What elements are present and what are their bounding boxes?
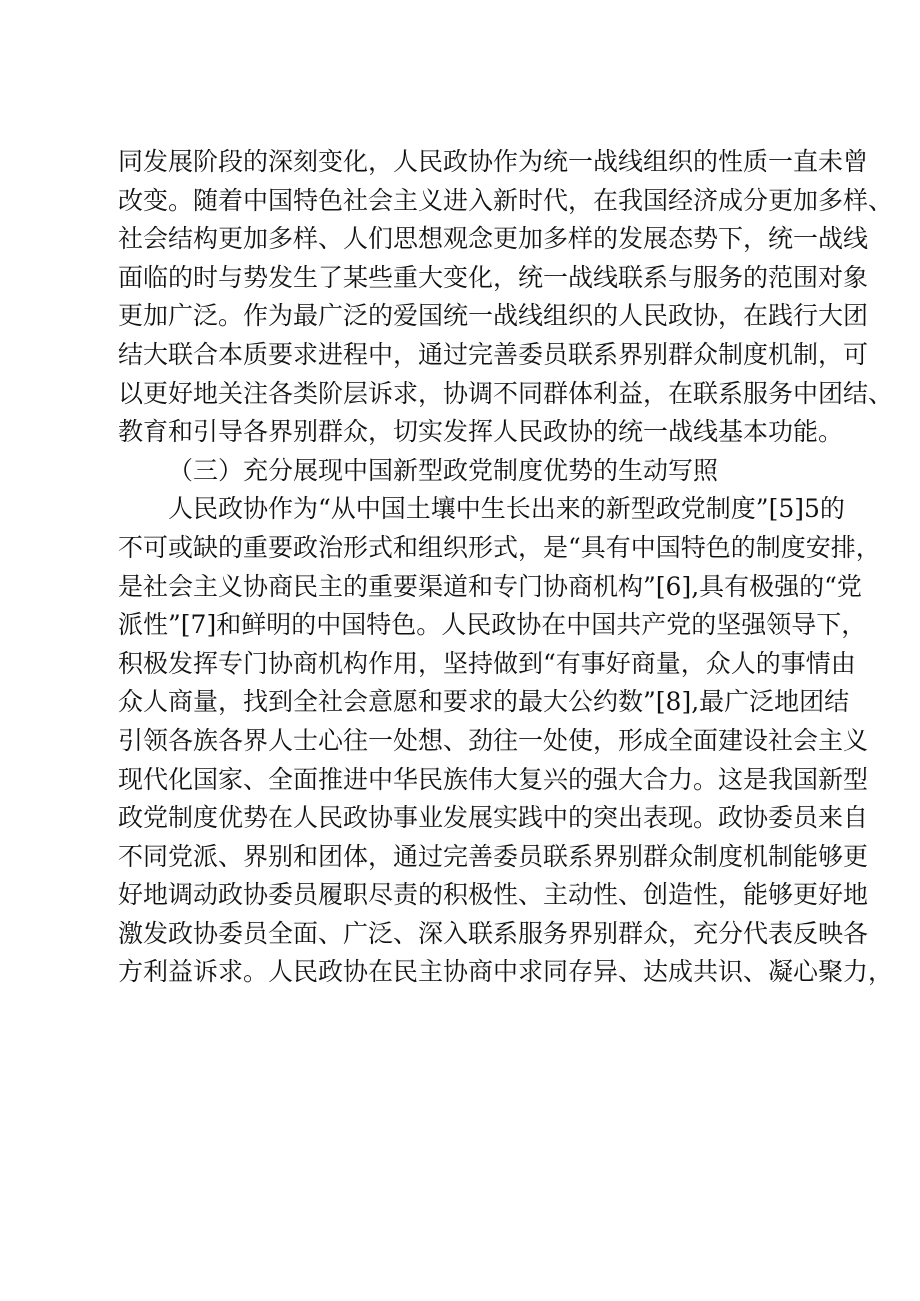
text-line: 以更好地关注各类阶层诉求，协调不同群体利益，在联系服务中团结、 xyxy=(118,378,894,408)
paragraph-2 xyxy=(118,490,894,992)
text-line: 人民政协作为“从中国土壤中生长出来的新型政党制度”[5]5的 xyxy=(168,494,845,524)
text-line: 更加广泛。作为最广泛的爱国统一战线组织的人民政协，在践行大团 xyxy=(118,301,869,331)
text-line: 是社会主义协商民主的重要渠道和专门协商机构”[6],具有极强的“党 xyxy=(118,571,862,601)
text-line: 教育和引导各界别群众，切实发挥人民政协的统一战线基本功能。 xyxy=(118,417,844,447)
text-line: 引领各族各界人士心往一处想、劲往一处使，形成全面建设社会主义 xyxy=(118,725,869,755)
text-line: 现代化国家、全面推进中华民族伟大复兴的强大合力。这是我国新型 xyxy=(118,764,869,794)
text-line: 积极发挥专门协商机构作用，坚持做到“有事好商量，众人的事情由 xyxy=(118,648,856,678)
text-line: 派性”[7]和鲜明的中国特色。人民政协在中国共产党的坚强领导下， xyxy=(118,610,867,640)
section-heading: （三）充分展现中国新型政党制度优势的生动写照 xyxy=(168,455,719,485)
text-line: 结大联合本质要求进程中，通过完善委员联系界别群众制度机制，可 xyxy=(118,339,869,369)
text-line: 政党制度优势在人民政协事业发展实践中的突出表现。政协委员来自 xyxy=(118,803,869,833)
text-line: 面临的时与势发生了某些重大变化，统一战线联系与服务的范围对象 xyxy=(118,262,869,292)
text-line: 众人商量，找到全社会意愿和要求的最大公约数”[8],最广泛地团结 xyxy=(118,687,850,717)
text-line: 不同党派、界别和团体，通过完善委员联系界别群众制度机制能够更 xyxy=(118,841,869,871)
text-line: 改变。随着中国特色社会主义进入新时代，在我国经济成分更加多样、 xyxy=(118,185,894,215)
text-line: 方利益诉求。人民政协在民主协商中求同存异、达成共识、凝心聚力， xyxy=(118,957,894,987)
paragraph-1 xyxy=(118,143,894,452)
text-line: 同发展阶段的深刻变化，人民政协作为统一战线组织的性质一直未曾 xyxy=(118,147,869,176)
body-text xyxy=(118,143,894,992)
text-line: 社会结构更加多样、人们思想观念更加多样的发展态势下，统一战线 xyxy=(118,224,869,254)
text-line: 激发政协委员全面、广泛、深入联系服务界别群众，充分代表反映各 xyxy=(118,918,869,948)
text-line: 不可或缺的重要政治形式和组织形式，是“具有中国特色的制度安排， xyxy=(118,532,881,562)
text-line: 好地调动政协委员履职尽责的积极性、主动性、创造性，能够更好地 xyxy=(118,880,869,910)
